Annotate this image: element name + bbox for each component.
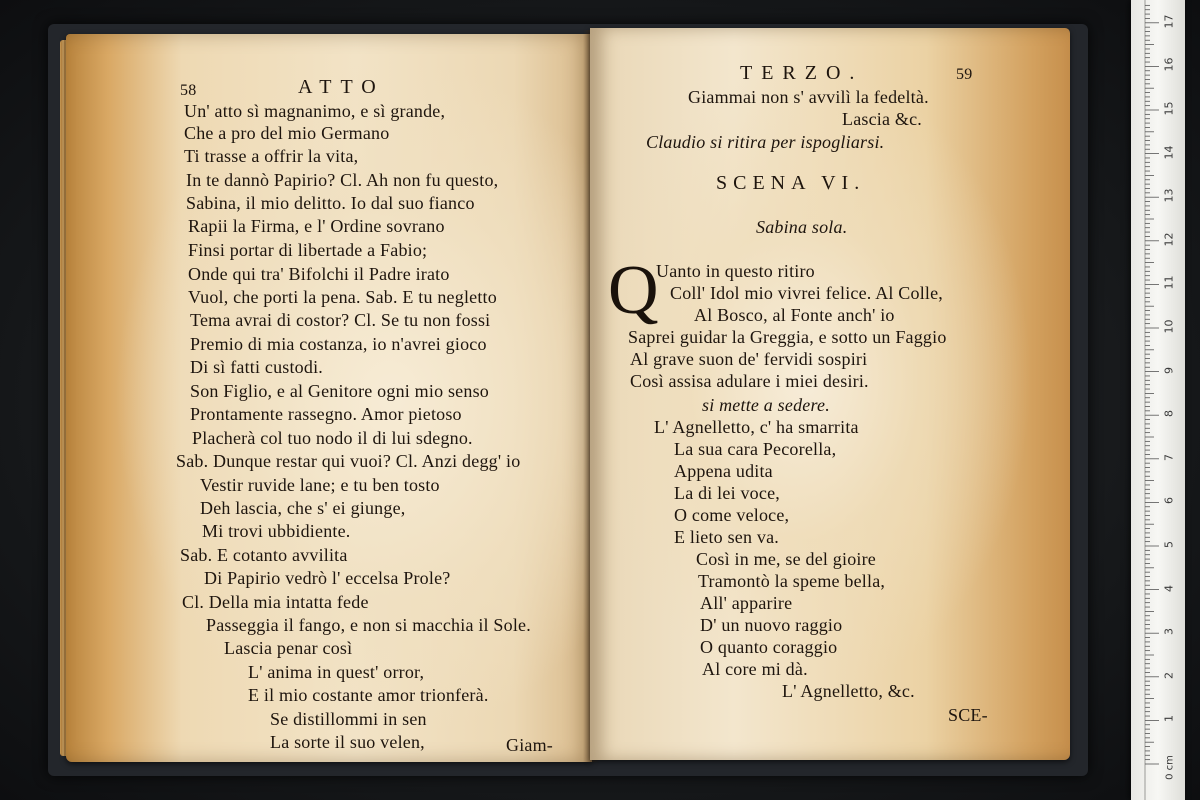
- text-line: All' apparire: [700, 593, 793, 613]
- ruler-number: 12: [1162, 232, 1176, 247]
- ruler-number: 3: [1162, 628, 1176, 636]
- text-line: Lascia penar così: [224, 638, 353, 658]
- text-line: Saprei guidar la Greggia, e sotto un Faggio: [628, 327, 947, 347]
- text-line: La sorte il suo velen,: [270, 732, 425, 752]
- text-line: Se distillommi in sen: [270, 709, 427, 729]
- text-line: Passeggia il fango, e non si macchia il Sole.: [206, 615, 531, 635]
- running-head: TERZO.: [740, 62, 864, 84]
- text-line: Rapii la Firma, e l' Ordine sovrano: [188, 216, 445, 236]
- text-line: La di lei voce,: [674, 483, 780, 503]
- scene-heading: SCENA VI.: [716, 172, 866, 194]
- text-line: Tramontò la speme bella,: [698, 571, 886, 591]
- ruler-number: 14: [1162, 145, 1176, 160]
- text-line: Finsi portar di libertade a Fabio;: [188, 240, 428, 260]
- text-line: Placherà col tuo nodo il di lui sdegno.: [192, 428, 473, 448]
- scene-character: Sabina sola.: [756, 217, 848, 237]
- text-line: L' Agnelletto, c' ha smarrita: [654, 417, 859, 437]
- ruler-number: 6: [1162, 497, 1176, 505]
- text-line: E il mio costante amor trionferà.: [248, 685, 489, 705]
- ruler-number: 9: [1162, 366, 1176, 374]
- ruler-number: 1: [1162, 715, 1176, 723]
- text-line: Sab. E cotanto avvilita: [180, 545, 348, 565]
- text-line: Coll' Idol mio vivrei felice. Al Colle,: [670, 283, 944, 303]
- text-line: Di sì fatti custodi.: [190, 357, 323, 377]
- text-line: Mi trovi ubbidiente.: [202, 521, 351, 541]
- text-line: O come veloce,: [674, 505, 790, 525]
- text-line: L' Agnelletto, &c.: [782, 681, 915, 701]
- page-number: 58: [180, 82, 197, 99]
- text-line: Giammai non s' avvilì la fedeltà.: [688, 87, 929, 107]
- text-line: Un' atto sì magnanimo, e sì grande,: [184, 101, 446, 121]
- text-line: Cl. Della mia intatta fede: [182, 592, 369, 612]
- measuring-ruler: [1131, 0, 1185, 800]
- text-line: Uanto in questo ritiro: [656, 261, 815, 281]
- ruler-unit-label: 0 cm: [1164, 755, 1176, 780]
- text-line: D' un nuovo raggio: [700, 615, 843, 635]
- text-line: Lascia &c.: [842, 109, 922, 129]
- text-line: Al grave suon de' fervidi sospiri: [630, 349, 868, 369]
- text-line: O quanto coraggio: [700, 637, 838, 657]
- text-line: Appena udita: [674, 461, 773, 481]
- ruler-number: 17: [1162, 14, 1176, 29]
- text-line: In te dannò Papirio? Cl. Ah non fu questo,: [186, 170, 499, 190]
- text-line: Al core mi dà.: [702, 659, 808, 679]
- stage-direction: si mette a sedere.: [702, 395, 830, 415]
- text-line: Al Bosco, al Fonte anch' io: [694, 305, 895, 325]
- text-line: E lieto sen va.: [674, 527, 779, 547]
- ruler-number: 16: [1162, 57, 1176, 72]
- text-line: Onde qui tra' Bifolchi il Padre irato: [188, 264, 450, 284]
- ruler-number: 13: [1162, 188, 1176, 203]
- running-head: ATTO: [298, 76, 385, 98]
- text-line: Sabina, il mio delitto. Io dal suo fianco: [186, 193, 475, 213]
- text-line: Vestir ruvide lane; e tu ben tosto: [200, 475, 440, 495]
- page-number: 59: [956, 66, 973, 83]
- drop-cap: Q: [608, 252, 659, 329]
- ruler-number: 7: [1162, 453, 1176, 461]
- stage-direction: Claudio si ritira per ispogliarsi.: [646, 132, 885, 152]
- ruler-number: 11: [1162, 275, 1176, 290]
- ruler-number: 15: [1162, 101, 1176, 116]
- text-line: Che a pro del mio Germano: [184, 123, 390, 143]
- text-line: L' anima in quest' orror,: [248, 662, 425, 682]
- ruler-number: 8: [1162, 410, 1176, 418]
- ruler-number: 5: [1162, 541, 1176, 548]
- text-line: Così assisa adulare i miei desiri.: [630, 371, 869, 391]
- text-line: Son Figlio, e al Genitore ogni mio senso: [190, 381, 489, 401]
- text-line: Così in me, se del gioire: [696, 549, 876, 569]
- ruler-scale: [1131, 0, 1185, 800]
- text-line: Sab. Dunque restar qui vuoi? Cl. Anzi degg' io: [176, 451, 521, 471]
- text-line: Tema avrai di costor? Cl. Se tu non fossi: [190, 310, 491, 330]
- right-page: [590, 28, 1070, 760]
- catchword: Giam-: [506, 735, 553, 755]
- text-line: Deh lascia, che s' ei giunge,: [200, 498, 406, 518]
- text-line: Di Papirio vedrò l' eccelsa Prole?: [204, 568, 451, 588]
- ruler-number: 10: [1162, 319, 1176, 334]
- ruler-number: 2: [1162, 671, 1176, 679]
- left-page: [66, 34, 592, 762]
- text-line: Prontamente rassegno. Amor pietoso: [190, 404, 462, 424]
- text-line: Ti trasse a offrir la vita,: [184, 146, 359, 166]
- text-line: Vuol, che porti la pena. Sab. E tu negletto: [188, 287, 497, 307]
- text-line: Premio di mia costanza, io n'avrei gioco: [190, 334, 487, 354]
- ruler-number: 4: [1162, 584, 1176, 592]
- text-line: La sua cara Pecorella,: [674, 439, 837, 459]
- catchword: SCE-: [948, 705, 988, 725]
